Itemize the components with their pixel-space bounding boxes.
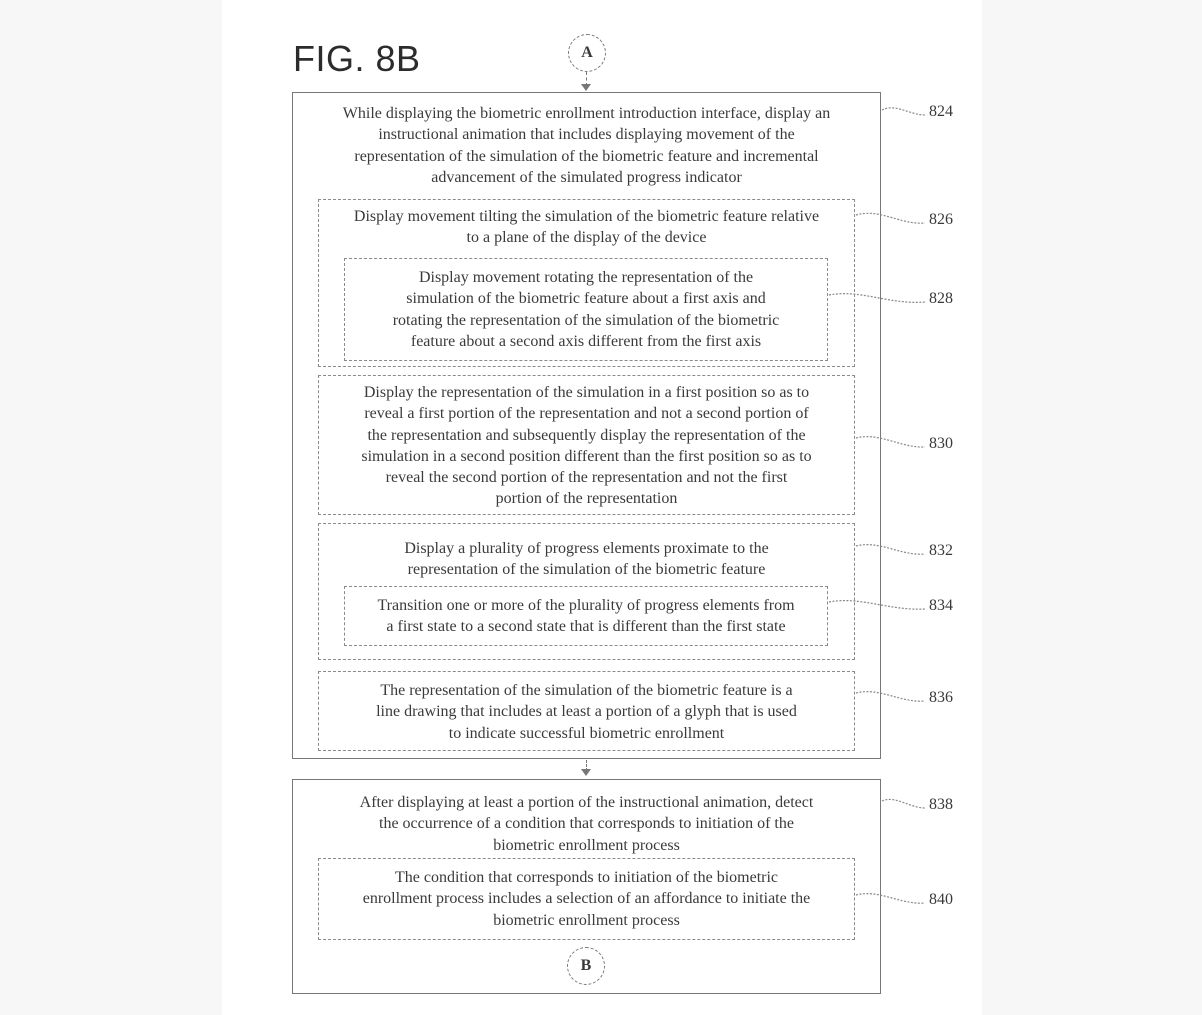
connector-b-label: B — [580, 957, 592, 974]
block-832-text: Display a plurality of progress elements proximate to the representation of the simulation of the biometric feature — [404, 540, 769, 579]
leader-828 — [829, 294, 925, 303]
leader-840 — [856, 894, 925, 904]
leader-826 — [856, 213, 925, 223]
block-836-text: The representation of the simulation of the biometric feature is a line drawing that includes at least a portion of a glyph that is used to indicate successful biometric enrollment — [376, 682, 797, 742]
leader-836 — [856, 692, 925, 702]
ref-834: 834 — [929, 597, 953, 614]
connector-a-label: A — [581, 44, 593, 61]
leader-824 — [882, 108, 925, 115]
block-840-text: The condition that corresponds to initiation of the biometric enrollment process includes a selection of an affordance to initiate the biometric enrollment process — [362, 869, 811, 929]
leader-838 — [882, 799, 925, 808]
leader-834 — [829, 601, 925, 610]
block-830-text: Display the representation of the simulation in a first position so as to reveal a first portion of the representation and not a second portion of the representation and subsequently display the representation of the simulation in a second position different than the first position so as to reveal the second portion of the representation and not the first portion of the representation — [361, 384, 812, 508]
block-824-text: While displaying the biometric enrollment introduction interface, display an instructional animation that includes displaying movement of the representation of the simulation of the biometric feature and incremental advancement of the simulated progress indicator — [342, 105, 831, 186]
ref-830: 830 — [929, 435, 953, 452]
block-828-text: Display movement rotating the representation of the simulation of the biometric feature about a first axis and rotating the representation of the simulation of the biometric feature about a second axis different from the first axis — [392, 269, 780, 350]
ref-832: 832 — [929, 542, 953, 559]
ref-826: 826 — [929, 211, 953, 228]
block-838-text: After displaying at least a portion of the instructional animation, detect the occurrence of a condition that corresponds to initiation of the biometric enrollment process — [359, 794, 814, 854]
block-834-text: Transition one or more of the plurality of progress elements from a first state to a second state that is different than the first state — [377, 597, 795, 636]
leader-830 — [856, 437, 925, 447]
block-826-text: Display movement tilting the simulation of the biometric feature relative to a plane of the display of the device — [353, 208, 820, 247]
ref-824: 824 — [929, 103, 953, 120]
ref-838: 838 — [929, 796, 953, 813]
ref-840: 840 — [929, 891, 953, 908]
ref-828: 828 — [929, 290, 953, 307]
figure-title: FIG. 8B — [293, 38, 421, 79]
ref-836: 836 — [929, 689, 953, 706]
leader-832 — [856, 545, 925, 555]
